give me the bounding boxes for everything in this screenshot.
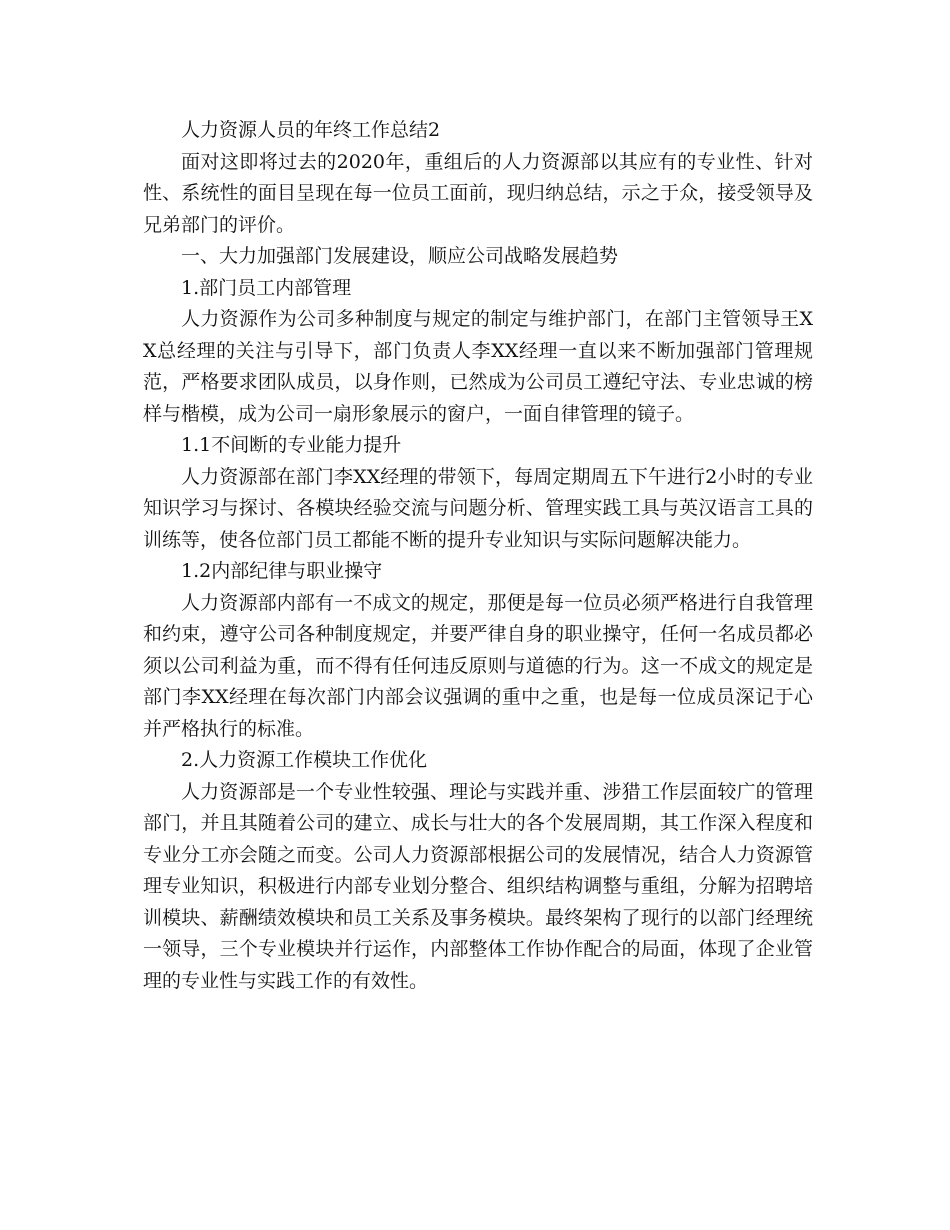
document-title: 人力资源人员的年终工作总结2	[181, 119, 441, 141]
subsection-heading-2: 2.人力资源工作模块工作优化	[181, 749, 428, 771]
intro-paragraph: 面对这即将过去的2020年，重组后的人力资源部以其应有的专业性、针对性、系统性的面目呈现在每一位员工面前，现归纳总结，示之于众，接受领导及兄弟部门的评价。	[143, 150, 813, 236]
section-heading-1: 一、大力加强部门发展建设，顺应公司战略发展趋势	[181, 245, 619, 267]
subsection-heading-1-2: 1.2内部纪律与职业操守	[181, 560, 383, 582]
subsection-heading-1: 1.部门员工内部管理	[181, 276, 352, 299]
subsection-heading-1-1: 1.1不间断的专业能力提升	[181, 434, 402, 456]
document-body	[143, 115, 813, 997]
body-paragraph: 人力资源部是一个专业性较强、理论与实践并重、涉猎工作层面较广的管理部门，并且其随着公司的建立、成长与壮大的各个发展周期，其工作深入程度和专业分工亦会随之而变。公司人力资源部根据公司的发展情况，结合人力资源管理专业知识，积极进行内部专业划分整合、组织结构调整与重组，分解为招聘培训模块、薪酬绩效模块和员工关系及事务模块。最终架构了现行的以部门经理统一领导，三个专业模块并行运作，内部整体工作协作配合的局面，体现了企业管理的专业性与实践工作的有效性。	[143, 780, 813, 992]
body-paragraph: 人力资源作为公司多种制度与规定的制定与维护部门，在部门主管领导王XX总经理的关注与引导下，部门负责人李XX经理一直以来不断加强部门管理规范，严格要求团队成员，以身作则，已然成为公司员工遵纪守法、专业忠诚的榜样与楷模，成为公司一扇形象展示的窗户，一面自律管理的镜子。	[143, 308, 813, 425]
body-paragraph: 人力资源部内部有一不成文的规定，那便是每一位员必须严格进行自我管理和约束，遵守公司各种制度规定，并要严律自身的职业操守，任何一名成员都必须以公司利益为重，而不得有任何违反原则与道德的行为。这一不成文的规定是部门李XX经理在每次部门内部会议强调的重中之重，也是每一位成员深记于心并严格执行的标准。	[143, 591, 813, 740]
body-paragraph: 人力资源部在部门李XX经理的带领下，每周定期周五下午进行2小时的专业知识学习与探讨、各模块经验交流与问题分析、管理实践工具与英汉语言工具的训练等，使各位部门员工都能不断的提升专业知识与实际问题解决能力。	[143, 465, 813, 551]
